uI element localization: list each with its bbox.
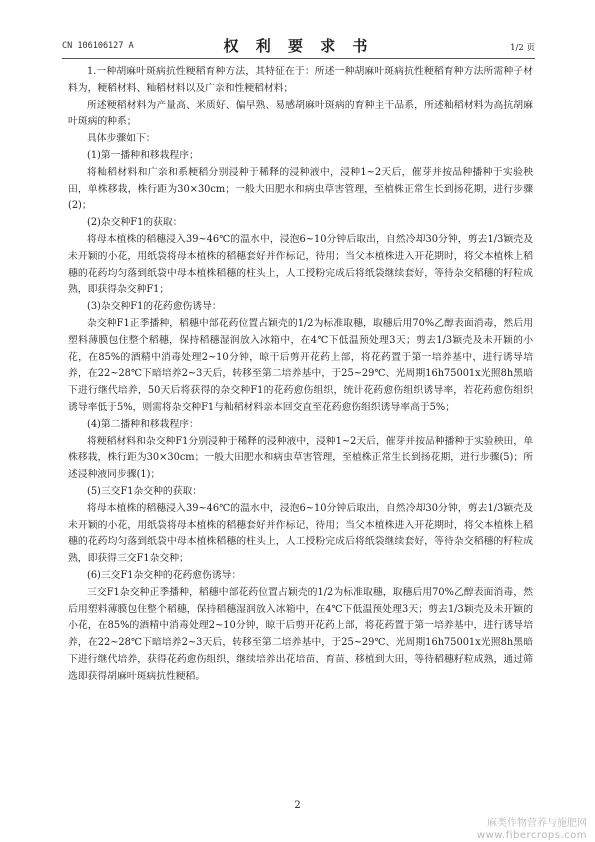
document-title: 权 利 要 求 书: [223, 37, 374, 55]
claims-body: [68, 64, 533, 685]
claim-paragraph: 将粳稻材料和杂交种F1分别浸种于稀释的浸种液中，浸种1~2天后，催芽并按品种播种于实验秧田，单株移栽，株行距为30×30cm；一般大田肥水和病虫草害管理，至植株正常生长到扬花期，进行步骤(5)；所述浸种液同步骤(1)；: [68, 435, 533, 481]
step-heading: (6)三交F1杂交种的花药愈伤诱导：: [87, 569, 242, 581]
page-header: [62, 35, 535, 55]
watermark-site-name: 麻类作物营养与施肥网: [487, 818, 587, 829]
step-heading: (1)第一播种和移栽程序；: [87, 149, 199, 161]
claim-paragraph: 所述粳稻材料为产量高、米质好、偏早熟、易感胡麻叶斑病的育种主干品系，所述籼稻材料为高抗胡麻叶斑病的种系；: [68, 99, 533, 128]
page-number: 2: [294, 800, 301, 811]
claim-paragraph: 1.一种胡麻叶斑病抗性粳稻育种方法，其特征在于：所述一种胡麻叶斑病抗性粳稻育种方法所需种子材料为，粳稻材料、籼稻材料以及广亲和性粳稻材料；: [68, 66, 533, 94]
watermark-url: www.fibercrops.com: [476, 830, 587, 841]
claim-paragraph: 将母本植株的稻穗浸入39~46℃的温水中，浸泡6~10分钟后取出，自然冷却30分钟，剪去1/3颖壳及未开颖的小花，用纸袋将母本植株的稻穗套好并作标记，待用；当父本植株进入开花期时，将父本植株上稻穗的花药均匀落到纸袋中母本植株稻穗的柱头上，人工授粉完成后将纸袋继续套好，等待杂交稻穗的籽粒成熟，即获得三交F1杂交种；: [68, 502, 533, 565]
watermark: [477, 818, 587, 842]
step-heading: (4)第二播种和移栽程序：: [87, 418, 199, 430]
publication-number: CN 106106127 A: [62, 41, 134, 51]
claim-paragraph: 杂交种F1正季播种，稻穗中部花药位置占颖壳的1/2为标准取穗，取穗后用70%乙醇表面消毒，然后用塑料薄膜包住整个稻穗，保持稻穗湿润放入冰箱中，在4℃下低温预处理3天；剪去1/3颖壳及未开颖的小花，在85%的酒精中消毒处理2~10分钟，晾干后剪开花药上部，将花药置于第一培养基中，进行诱导培养，在22~28℃下暗培养2~3天后，转移至第二培养基中，于25~29℃、光周期16h75001x光照8h黑暗下进行继代培养，50天后将获得的杂交种F1的花药愈伤组织，统计花药愈伤组织诱导率，若花药愈伤组织诱导率低于5%，则需将杂交种F1与籼稻材料亲本回交直至花药愈伤组织诱导率高于5%；: [68, 317, 533, 413]
claim-paragraph: 将籼稻材料和广亲和系粳稻分别浸种于稀释的浸种液中，浸种1~2天后，催芽并按品种播种于实验秧田，单株移栽，株行距为30×30cm；一般大田肥水和病虫草害管理，至植株正常生长到扬花期，进行步骤(2)；: [68, 166, 533, 212]
claim-paragraph: 将母本植株的稻穗浸入39~46℃的温水中，浸泡6~10分钟后取出，自然冷却30分钟，剪去1/3颖壳及未开颖的小花，用纸袋将母本植株的稻穗套好并作标记，待用；当父本植株进入开花期时，将父本植株上稻穗的花药均匀落到纸袋中母本植株稻穗的柱头上，人工授粉完成后将纸袋继续套好，等待杂交稻穗的籽粒成熟，即获得杂交种F1；: [68, 233, 533, 296]
claim-paragraph: 三交F1杂交种正季播种，稻穗中部花药位置占颖壳的1/2为标准取穗，取穗后用70%乙醇表面消毒，然后用塑料薄膜包住整个稻穗，保持稻穗湿润放入冰箱中，在4℃下低温预处理3天；剪去1/3颖壳及未开颖的小花，在85%的酒精中消毒处理2~10分钟，晾干后剪开花药上部，将花药置于第一培养基中，进行诱导培养，在22~28℃下暗培养2~3天后，转移至第二培养基中，于25~29℃、光周期16h75001x光照8h黑暗下进行继代培养，获得花药愈伤组织，继续培养出花培苗、育苗、移植到大田，等待稻穗籽粒成熟，通过筛选即获得胡麻叶斑病抗性粳稻。: [68, 586, 533, 682]
step-heading: (3)杂交种F1的花药愈伤诱导：: [87, 301, 222, 313]
claim-paragraph: 具体步骤如下：: [87, 133, 156, 145]
page-indicator: 1/2 页: [510, 43, 535, 53]
header-rule: [62, 58, 535, 59]
step-heading: (2)杂交种F1的获取：: [87, 217, 183, 229]
step-heading: (5)三交F1杂交种的获取：: [87, 485, 203, 497]
